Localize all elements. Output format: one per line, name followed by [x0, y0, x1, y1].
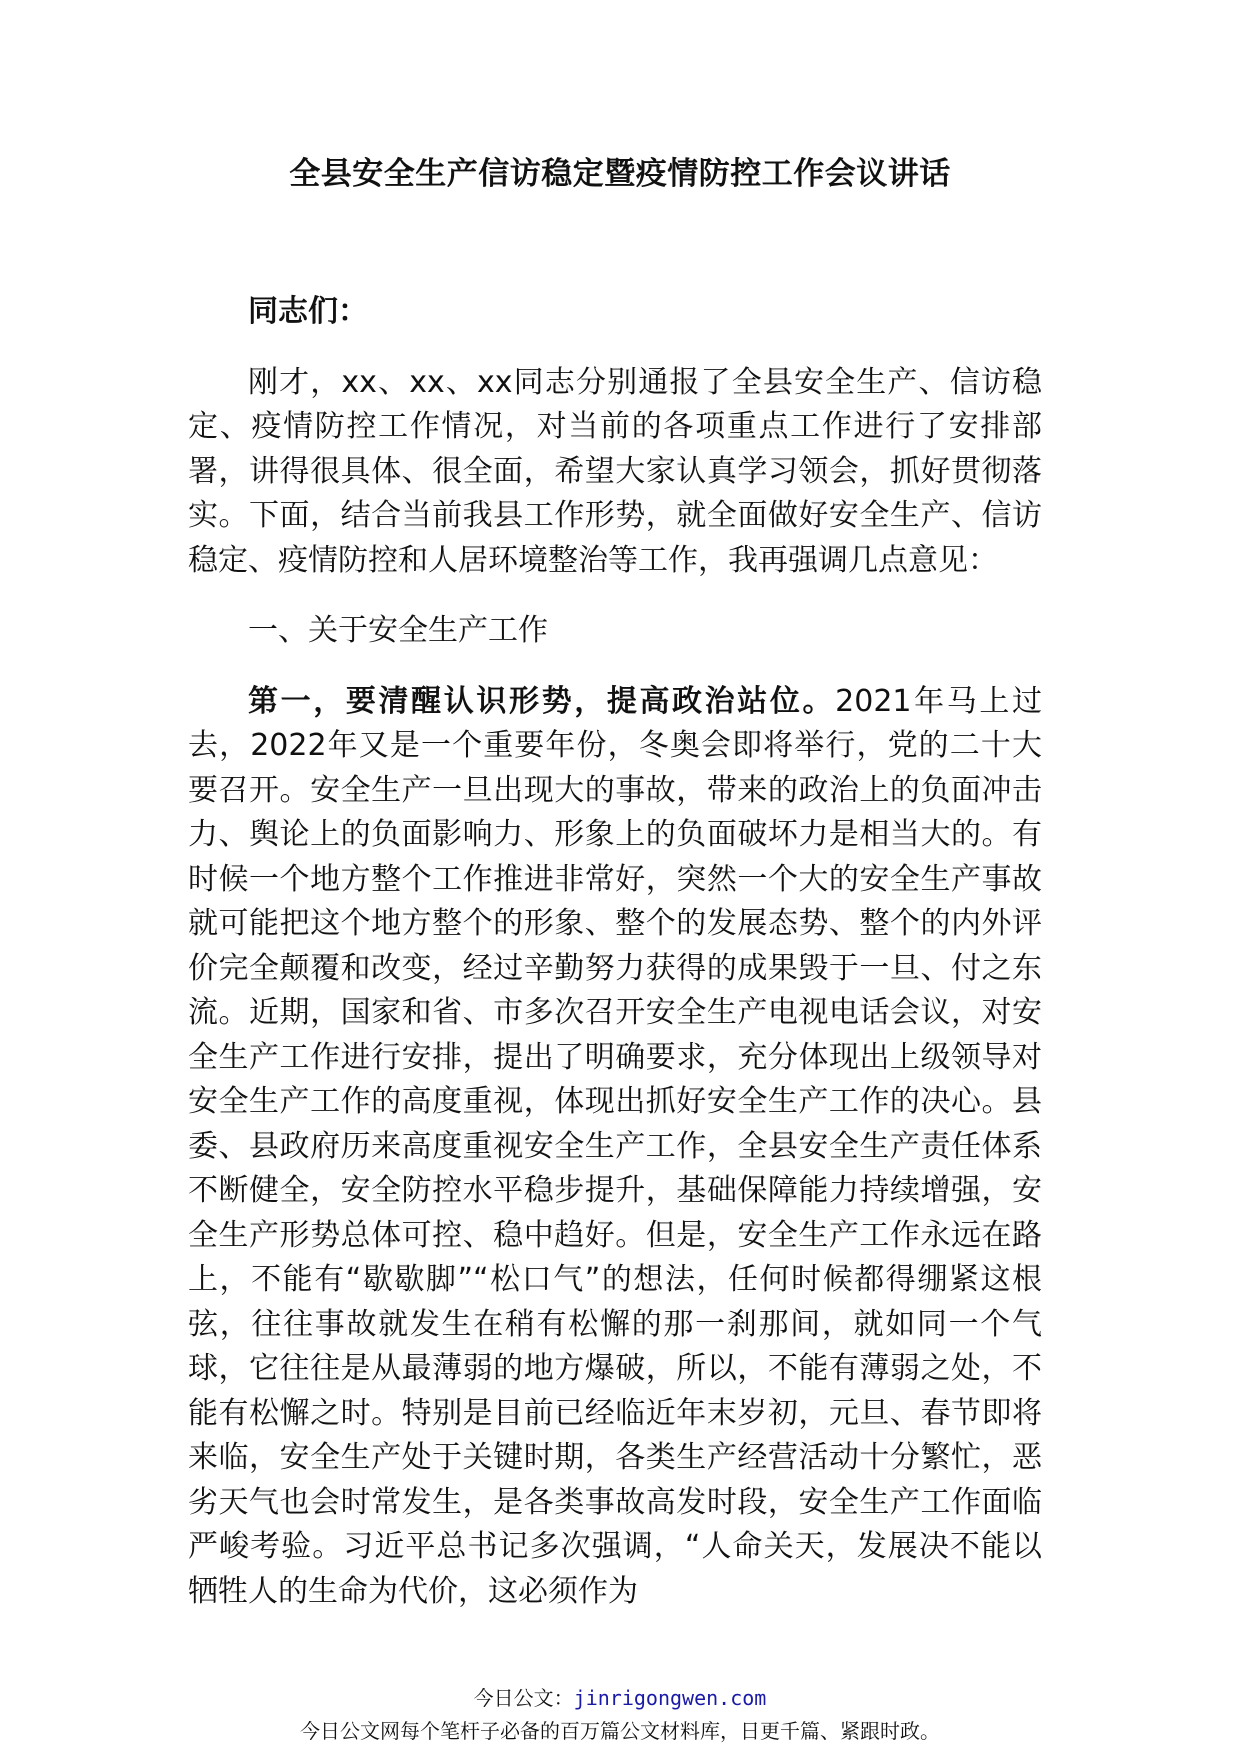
- footer-site-line: [0, 1684, 1240, 1712]
- point-1-lead: 第一，要清醒认识形势，提高政治站位。: [248, 683, 836, 719]
- section-heading: 一、关于安全生产工作: [248, 613, 548, 648]
- footer-slogan: 今日公文网每个笔杆子必备的百万篇公文材料库，日更千篇、紧跟时政。: [300, 1719, 940, 1743]
- salutation: 同志们：: [248, 294, 368, 329]
- footer-site-link[interactable]: jinrigongwen.com: [573, 1686, 767, 1710]
- footer-site-label: 今日公文：: [473, 1686, 574, 1710]
- document-body: [188, 290, 1042, 1614]
- point-1-paragraph: [188, 680, 1042, 1615]
- intro-paragraph: 刚才，xx、xx、xx同志分别通报了全县安全生产、信访稳定、疫情防控工作情况，对当前的各项重点工作进行了安排部署，讲得很具体、很全面，希望大家认真学习领会，抓好贯彻落实。下面，结合当前我县工作形势，就全面做好安全生产、信访稳定、疫情防控和人居环境整治等工作，我再强调几点意见：: [188, 364, 1042, 578]
- document-title: 全县安全生产信访稳定暨疫情防控工作会议讲话: [289, 156, 951, 192]
- point-1-text: 2021年马上过去，2022年又是一个重要年份，冬奥会即将举行，党的二十大要召开。安全生产一旦出现大的事故，带来的政治上的负面冲击力、舆论上的负面影响力、形象上的负面破坏力是相当大的。有时候一个地方整个工作推进非常好，突然一个大的安全生产事故就可能把这个地方整个的形象、整个的发展态势、整个的内外评价完全颠覆和改变，经过辛勤努力获得的成果毁于一旦、付之东流。近期，国家和省、市多次召开安全生产电视电话会议，对安全生产工作进行安排，提出了明确要求，充分体现出上级领导对安全生产工作的高度重视，体现出抓好安全生产工作的决心。县委、县政府历来高度重视安全生产工作，全县安全生产责任体系不断健全，安全防控水平稳步提升，基础保障能力持续增强，安全生产形势总体可控、稳中趋好。但是，安全生产工作永远在路上，不能有“歇歇脚”“松口气”的想法，任何时候都得绷紧这根弦，往往事故就发生在稍有松懈的那一刹那间，就如同一个气球，它往往是从最薄弱的地方爆破，所以，不能有薄弱之处，不能有松懈之时。特别是目前已经临近年末岁初，元旦、春节即将来临，安全生产处于关键时期，各类生产经营活动十分繁忙，恶劣天气也会时常发生，是各类事故高发时段，安全生产工作面临严峻考验。习近平总书记多次强调，“人命关天，发展决不能以牺牲人的生命为代价，这必须作为: [188, 683, 1042, 1609]
